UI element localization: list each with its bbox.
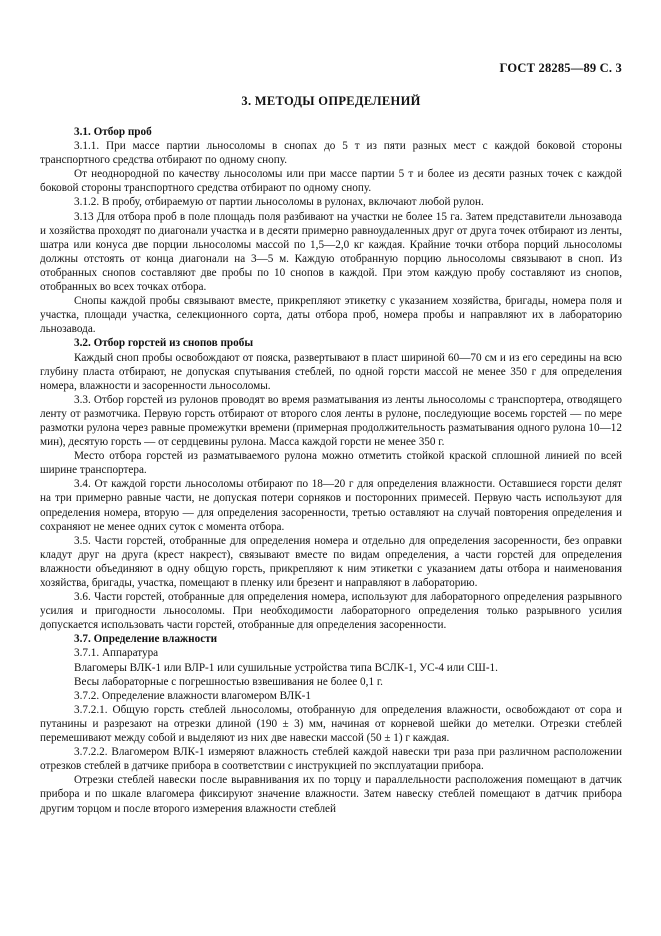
paragraph-3-7-1: 3.7.1. Аппаратура (74, 647, 159, 660)
paragraph: Влагомеры ВЛК-1 или ВЛР-1 или сушильные устройства типа ВСЛК-1, УС-4 или СШ-1. (74, 661, 498, 674)
subsection-heading-3-7: 3.7. Определение влажности (74, 633, 218, 646)
paragraph-3-5: 3.5. Части горстей, отобранные для определения номера и отдельно для определения засоренности, без оправки кладут друг на друга (крест накрест), связывают вместе по видам определения, а части горстей для определения влажности объединяют в одну общую горсть, прикрепляют к ним этикетки с указанием даты отбора и наименования хозяйства, бригады, участка, помещают в пленку или брезент и направляют в лабораторию. (40, 534, 622, 589)
document-page (40, 58, 622, 816)
paragraph-3-3: 3.3. Отбор горстей из рулонов проводят во время разматывания из ленты льносоломы с транспортера, отводящего ленту от размотчика. Первую горсть отбирают от второго слоя ленты в рулоне, последующие восемь горстей — по мере размотки рулона через равные промежутки времени (примерная продолжительность разматывания одного рулона 10—12 мин), десятую горсть — от сердцевины рулона. Масса каждой горсти не менее 350 г. (40, 393, 622, 449)
paragraph-3-1-3: 3.13 Для отбора проб в поле площадь поля разбивают на участки не более 15 га. Затем представители льнозавода и хозяйства проходят по диагонали участка и в десяти примерно равноудаленных друг от друга точек отбирают из ленты, шатра или конуса две порции льносоломы массой по 1,5—2,0 кг каждая. Крайние точки отбора порций льносоломы должны отстоять от конца диагонали на 3—5 м. Каждую отобранную порцию льносоломы связывают в сноп. Из отобранных снопов составляют две пробы по 10 снопов в каждой. При этом каждую пробу составляют из снопов, отобранных во всех точках отбора. (40, 210, 622, 294)
paragraph-3-4: 3.4. От каждой горсти льносоломы отбирают по 18—20 г для определения влажности. Оставшиеся горсти делят на три примерно равные части, не допуская потери сорняков и посторонних примесей. Первую часть используют для определения номера, вторую — для определения засоренности, третью оставляют на случай повторения определения и сохраняют не менее одних суток с момента отбора. (40, 478, 622, 533)
subsection-heading-3-1: 3.1. Отбор проб (74, 126, 152, 138)
paragraph-3-7-2-1: 3.7.2.1. Общую горсть стеблей льносоломы, отобранную для определения влажности, освобождают от сора и путанины и разрезают на отрезки длиной (190 ± 3) мм, начиная от корневой шейки до метелки. Отрезки стеблей перемешивают между собой и выделяют из них две навески массой (50 ± 1) г каждая. (40, 703, 622, 745)
subsection-heading-3-2: 3.2. Отбор горстей из снопов пробы (74, 337, 254, 350)
paragraph: Каждый сноп пробы освобождают от пояска, развертывают в пласт шириной 60—70 см и из его середины на всю глубину пласта отбирают, не допуская спутывания стеблей, по одной горсти массой не менее 350 г для определения номера, влажности и засоренности льносоломы. (40, 351, 622, 392)
paragraph-3-1-1: 3.1.1. При массе партии льносоломы в снопах до 5 т из пяти разных мест с каждой боковой стороны транспортного средства отбирают по одному снопу. (40, 140, 622, 167)
paragraph: Снопы каждой пробы связывают вместе, прикрепляют этикетку с указанием хозяйства, бригады, номера поля и участка, площади участка, селекционного сорта, даты отбора проб, номера пробы и направляют их в лабораторию льнозавода. (40, 295, 622, 336)
paragraph-3-7-2: 3.7.2. Определение влажности влагомером ВЛК-1 (74, 689, 311, 702)
paragraph-3-7-2-2: 3.7.2.2. Влагомером ВЛК-1 измеряют влажность стеблей каждой навески три раза при различном расположении отрезков стеблей в датчике прибора в соответствии с инструкцией по эксплуатации прибора. (40, 746, 622, 773)
paragraph: Весы лабораторные с погрешностью взвешивания не более 0,1 г. (74, 675, 383, 688)
section-title: 3. МЕТОДЫ ОПРЕДЕЛЕНИЙ (241, 94, 421, 108)
paragraph-3-6: 3.6. Части горстей, отобранные для определения номера, используют для лабораторного определения разрывного усилия и пригодности льносоломы. При необходимости лабораторного определения только разрывного усилия допускается использовать части горстей, отобранные для определения засоренности. (40, 591, 622, 632)
paragraph: От неоднородной по качеству льносоломы или при массе партии 5 т и более из десяти разных точек с каждой боковой стороны транспортного средства отбирают по одному снопу. (40, 168, 622, 195)
paragraph-3-1-2: 3.1.2. В пробу, отбираемую от партии льносоломы в рулонах, включают любой рулон. (74, 196, 484, 209)
paragraph: Место отбора горстей из разматываемого рулона можно отметить стойкой краской сплошной линией по всей ширине транспортера. (40, 450, 622, 477)
paragraph: Отрезки стеблей навески после выравнивания их по торцу и параллельности расположения помещают в датчик прибора и по шкале влагомера фиксируют значение влажности. Затем навеску стеблей помещают в датчик прибора другим торцом и после второго измерения влажности стеблей (40, 774, 622, 815)
running-head: ГОСТ 28285—89 С. 3 (499, 61, 622, 75)
